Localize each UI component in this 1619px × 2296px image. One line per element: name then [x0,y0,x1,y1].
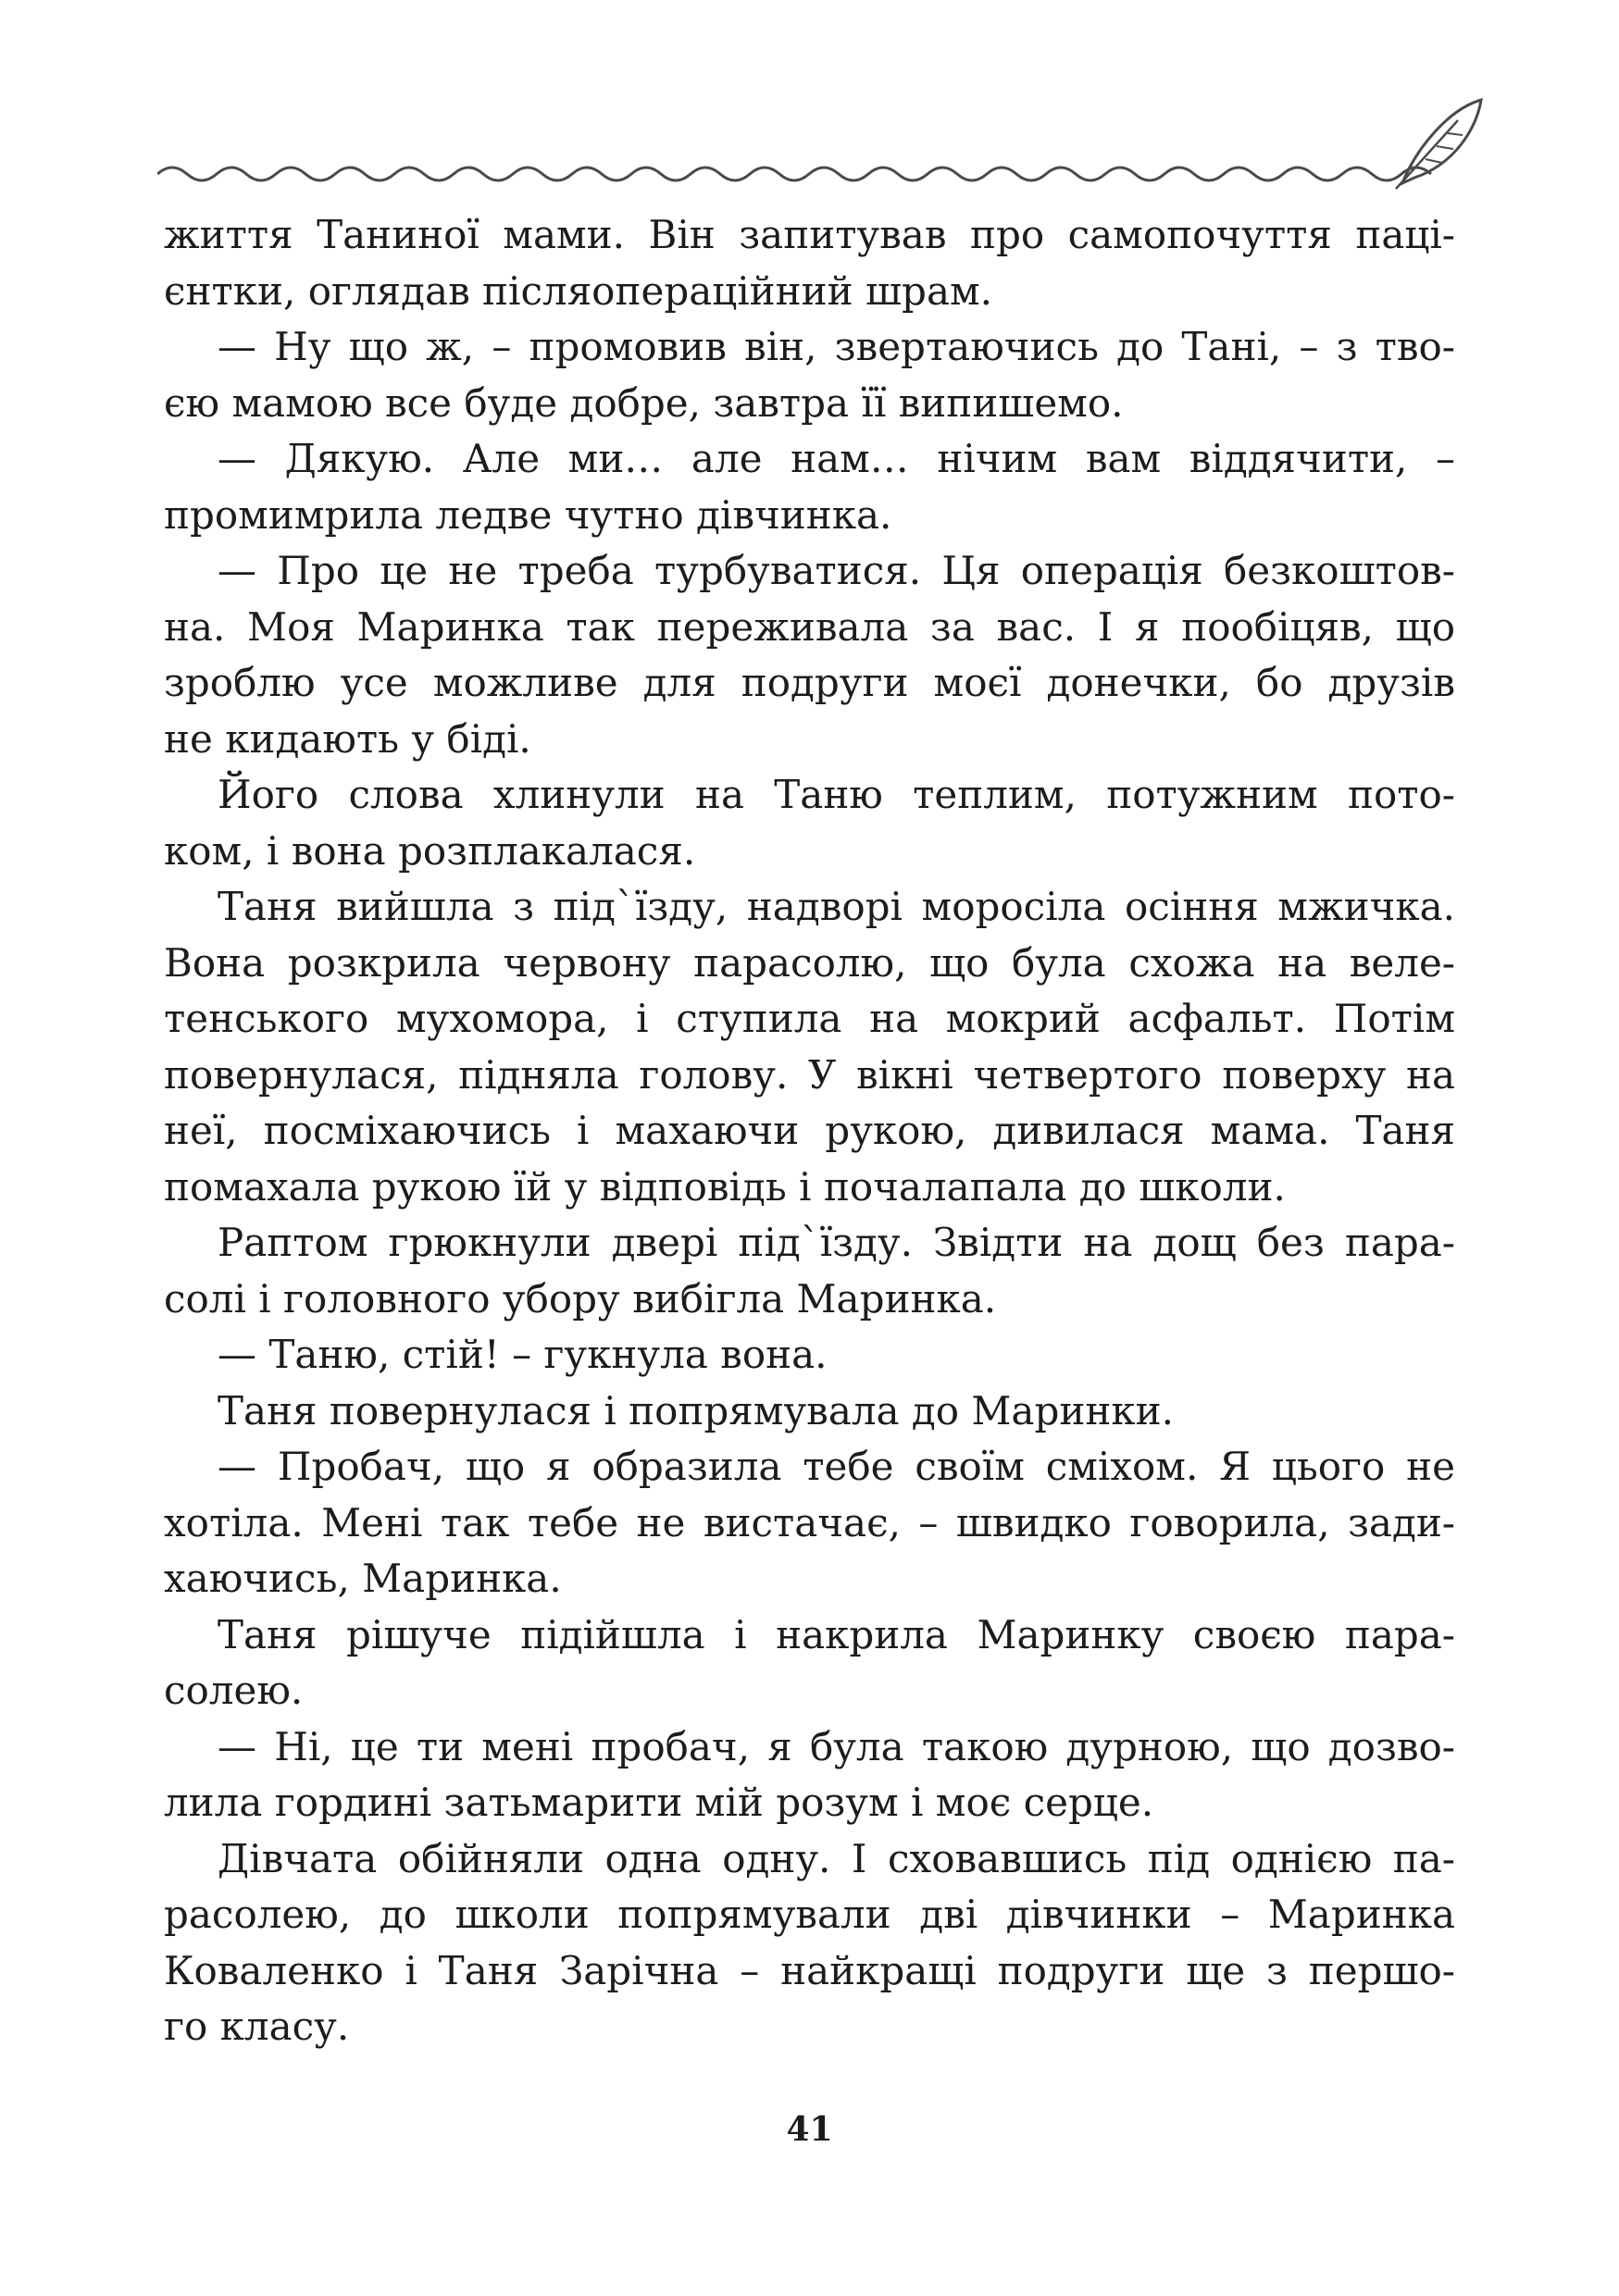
text-line: — Про це не треба турбуватися. Ця операція безкоштов- [218,548,1455,593]
text-line: — Пробач, що я образила тебе своїм сміхом. Я цього не [218,1444,1455,1489]
text-line: єю мамою все буде добре, завтра її випишемо. [164,379,1124,426]
text-line: го класу. [164,2004,350,2049]
feather-quill-icon [1396,100,1481,189]
text-line: хотіла. Мені так тебе не вистачає, – швидко говорила, зади- [164,1499,1455,1545]
story-text [164,207,1455,2055]
text-line: повернулася, підняла голову. У вікні четвертого поверху на [164,1051,1455,1098]
text-line: не кидають у біді. [164,715,531,762]
text-line: Дівчата обійняли одна одну. І сховавшись під однією па- [218,1835,1455,1881]
text-line: промимрила ледве чутно дівчинка. [164,491,892,538]
text-line: неї, посміхаючись і махаючи рукою, дивилася мама. Таня [164,1108,1455,1153]
text-line: єнтки, оглядав післяопераційний шрам. [164,267,993,314]
text-line: Таня рішуче підійшла і накрила Маринку своєю пара- [218,1611,1455,1657]
text-line: Раптом грюкнули двері під`їзду. Звідти на дощ без пара- [218,1220,1455,1265]
wave-line [157,168,1431,180]
text-line: — Дякую. Але ми… але нам… нічим вам віддячити, – [218,436,1455,481]
text-line: — Ну що ж, – промовив він, звертаючись до Тані, – з тво- [218,324,1455,369]
text-line: на. Моя Маринка так переживала за вас. І я пообіцяв, що [164,603,1455,650]
text-line: Вона розкрила червону парасолю, що була схожа на веле- [164,939,1455,986]
text-line: зроблю усе можливе для подруги моєї донечки, бо друзів [164,660,1455,705]
text-line: — Ні, це ти мені пробач, я була такою дурною, що дозво- [218,1723,1455,1769]
text-line: ком, і вона розплакалася. [164,827,696,874]
text-line: Таня вийшла з під`їзду, надворі моросіла осіння мжичка. [218,884,1455,929]
text-line: Таня повернулася і попрямувала до Маринки. [218,1387,1174,1433]
header-ornament [157,93,1490,194]
text-line: життя Таниної мами. Він запитував про самопочуття паці- [164,212,1455,257]
text-line: — Таню, стій! – гукнула вона. [218,1332,828,1377]
text-line: Його слова хлинули на Таню теплим, потужним пото- [218,772,1455,817]
text-line: расолею, до школи попрямували дві дівчинки – Маринка [164,1892,1455,1937]
text-line: солею. [164,1668,304,1713]
text-line: лила гордині затьмарити мій розум і моє серце. [164,1780,1154,1825]
page-number: 41 [786,2110,833,2149]
text-line: солі і головного убору вибігла Маринка. [164,1275,997,1322]
text-line: помахала рукою їй у відповідь і почалапала до школи. [164,1163,1286,1210]
text-line: Коваленко і Таня Зарічна – найкращі подруги ще з першо- [164,1947,1455,1993]
text-line: тенського мухомора, і ступила на мокрий асфальт. Потім [164,996,1455,1041]
text-line: хаючись, Маринка. [164,1556,562,1601]
